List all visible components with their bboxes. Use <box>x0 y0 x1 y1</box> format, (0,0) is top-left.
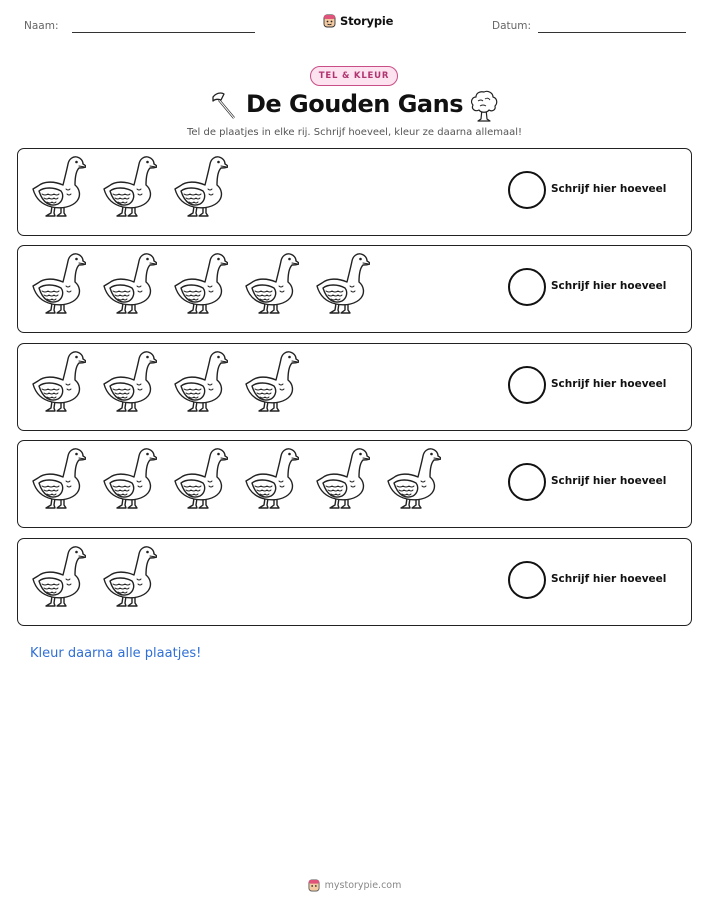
mascot-icon <box>308 879 320 892</box>
count-row <box>17 148 692 236</box>
name-label: Naam: <box>24 20 59 32</box>
count-row <box>17 245 692 333</box>
instructions: Tel de plaatjes in elke rij. Schrijf hoeveel, kleur ze daarna allemaal! <box>186 127 523 138</box>
answer-prompt: Schrijf hier hoeveel <box>551 573 667 585</box>
goose-icon <box>30 155 86 221</box>
answer-circle[interactable] <box>508 366 546 404</box>
brand-logo <box>323 14 393 28</box>
brand-name: Storypie <box>340 14 394 28</box>
answer-prompt: Schrijf hier hoeveel <box>551 183 667 195</box>
category-badge: TEL & KLEUR <box>310 66 398 86</box>
goose-icon <box>172 447 228 513</box>
footer-url[interactable]: mystorypie.com <box>324 880 402 891</box>
goose-icon <box>101 252 157 318</box>
goose-icon <box>30 252 86 318</box>
goose-icon <box>314 447 370 513</box>
answer-prompt: Schrijf hier hoeveel <box>551 378 667 390</box>
page-title: De Gouden Gans <box>246 90 463 118</box>
answer-prompt: Schrijf hier hoeveel <box>551 475 667 487</box>
answer-circle[interactable] <box>508 268 546 306</box>
goose-icon <box>101 447 157 513</box>
goose-icon <box>243 350 299 416</box>
answer-circle[interactable] <box>508 561 546 599</box>
goose-icon <box>30 447 86 513</box>
goose-icon <box>243 252 299 318</box>
answer-prompt: Schrijf hier hoeveel <box>551 280 667 292</box>
mascot-icon <box>323 14 336 28</box>
tree-icon <box>468 89 500 123</box>
goose-icon <box>243 447 299 513</box>
goose-icon <box>314 252 370 318</box>
goose-icon <box>30 545 86 611</box>
name-field[interactable] <box>72 32 255 33</box>
goose-icon <box>172 155 228 221</box>
goose-icon <box>172 350 228 416</box>
date-field[interactable] <box>538 32 686 33</box>
goose-icon <box>30 350 86 416</box>
answer-circle[interactable] <box>508 171 546 209</box>
date-label: Datum: <box>492 20 532 32</box>
goose-icon <box>172 252 228 318</box>
answer-circle[interactable] <box>508 463 546 501</box>
count-row <box>17 538 692 626</box>
goose-icon <box>385 447 441 513</box>
goose-icon <box>101 545 157 611</box>
coloring-note: Kleur daarna alle plaatjes! <box>30 646 202 661</box>
goose-icon <box>101 155 157 221</box>
count-row <box>17 440 692 528</box>
goose-icon <box>101 350 157 416</box>
count-row <box>17 343 692 431</box>
footer <box>0 879 709 892</box>
